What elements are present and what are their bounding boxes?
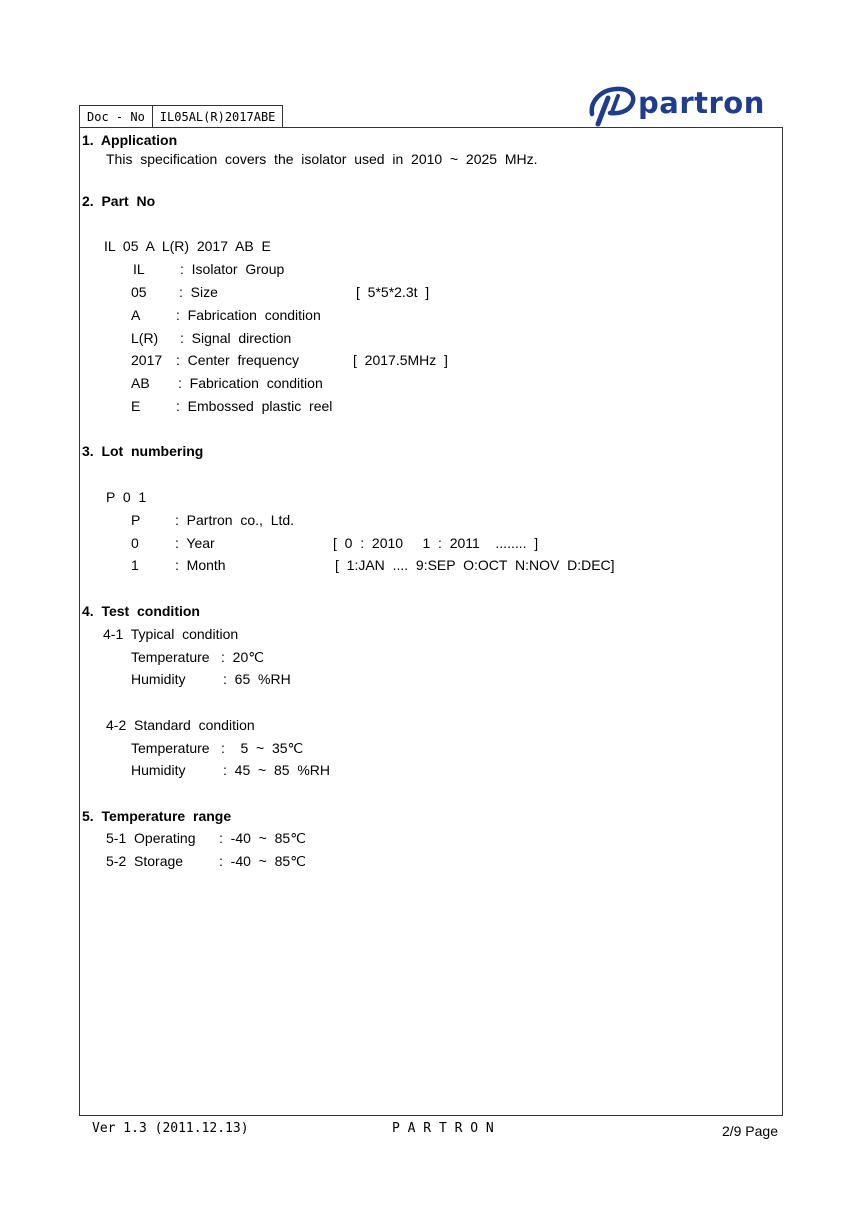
typical-condition-title: 4-1 Typical condition	[103, 626, 239, 642]
footer-version: Ver 1.3 (2011.12.13)	[92, 1121, 249, 1136]
part-row-key: L(R)	[131, 330, 159, 346]
part-no-code: IL 05 A L(R) 2017 AB E	[104, 238, 271, 254]
part-row-key: 2017	[131, 352, 163, 368]
partron-logo	[586, 84, 780, 128]
section-lot-heading: 3. Lot numbering	[82, 443, 204, 459]
part-row-desc: : Center frequency	[176, 352, 299, 368]
part-row-desc: : Size	[179, 284, 218, 300]
standard-humidity-value: : 45 ~ 85 %RH	[223, 762, 330, 778]
standard-temp-label: Temperature	[131, 740, 210, 756]
lot-row-desc: : Year	[175, 535, 215, 551]
storage-value: : -40 ~ 85℃	[219, 853, 306, 869]
lot-row-desc: : Month	[175, 557, 226, 573]
part-row-key: AB	[131, 375, 150, 391]
lot-row-desc: : Partron co., Ltd.	[175, 512, 295, 528]
footer-page-number: 2/9 Page	[721, 1123, 778, 1139]
part-row-desc: : Fabrication condition	[178, 375, 323, 391]
part-row-note: [ 5*5*2.3t ]	[356, 284, 430, 300]
part-row-key: E	[131, 398, 141, 414]
section-part-no-heading: 2. Part No	[82, 193, 156, 209]
part-row-key: 05	[131, 284, 147, 300]
part-row-desc: : Fabrication condition	[176, 307, 321, 323]
standard-temp-value: : 5 ~ 35℃	[221, 740, 304, 756]
logo-wordmark: partron	[638, 86, 765, 120]
lot-row-note: [ 0 : 2010 1 : 2011 ........ ]	[333, 535, 539, 551]
part-row-key: IL	[133, 261, 145, 277]
partron-logo-mark-icon	[586, 84, 638, 128]
lot-code: P 0 1	[106, 489, 147, 505]
application-text: This specification covers the isolator used in 2010 ~ 2025 MHz.	[106, 151, 538, 167]
operating-value: : -40 ~ 85℃	[219, 830, 306, 846]
section-application-heading: 1. Application	[82, 132, 178, 148]
typical-humidity-value: : 65 %RH	[223, 671, 291, 687]
doc-number-label: Doc - No	[87, 110, 145, 124]
operating-label: 5-1 Operating	[106, 830, 196, 846]
section-test-heading: 4. Test condition	[82, 603, 200, 619]
doc-number-value: IL05AL(R)2017ABE	[152, 106, 283, 128]
part-row-desc: : Signal direction	[180, 330, 292, 346]
typical-humidity-label: Humidity	[131, 671, 186, 687]
part-row-key: A	[131, 307, 141, 323]
standard-humidity-label: Humidity	[131, 762, 186, 778]
storage-label: 5-2 Storage	[106, 853, 184, 869]
part-row-desc: : Isolator Group	[180, 261, 285, 277]
footer-company: P A R T R O N	[392, 1121, 494, 1136]
part-row-desc: : Embossed plastic reel	[176, 398, 333, 414]
doc-number-box	[79, 105, 283, 128]
lot-row-key: 0	[131, 535, 139, 551]
standard-condition-title: 4-2 Standard condition	[106, 717, 255, 733]
typical-temp-label: Temperature	[131, 649, 210, 665]
part-row-note: [ 2017.5MHz ]	[353, 352, 448, 368]
lot-row-key: P	[131, 512, 141, 528]
typical-temp-value: : 20℃	[221, 649, 264, 665]
section-temp-range-heading: 5. Temperature range	[82, 808, 232, 824]
lot-row-key: 1	[131, 557, 139, 573]
lot-row-note: [ 1:JAN .... 9:SEP O:OCT N:NOV D:DEC]	[335, 557, 615, 573]
